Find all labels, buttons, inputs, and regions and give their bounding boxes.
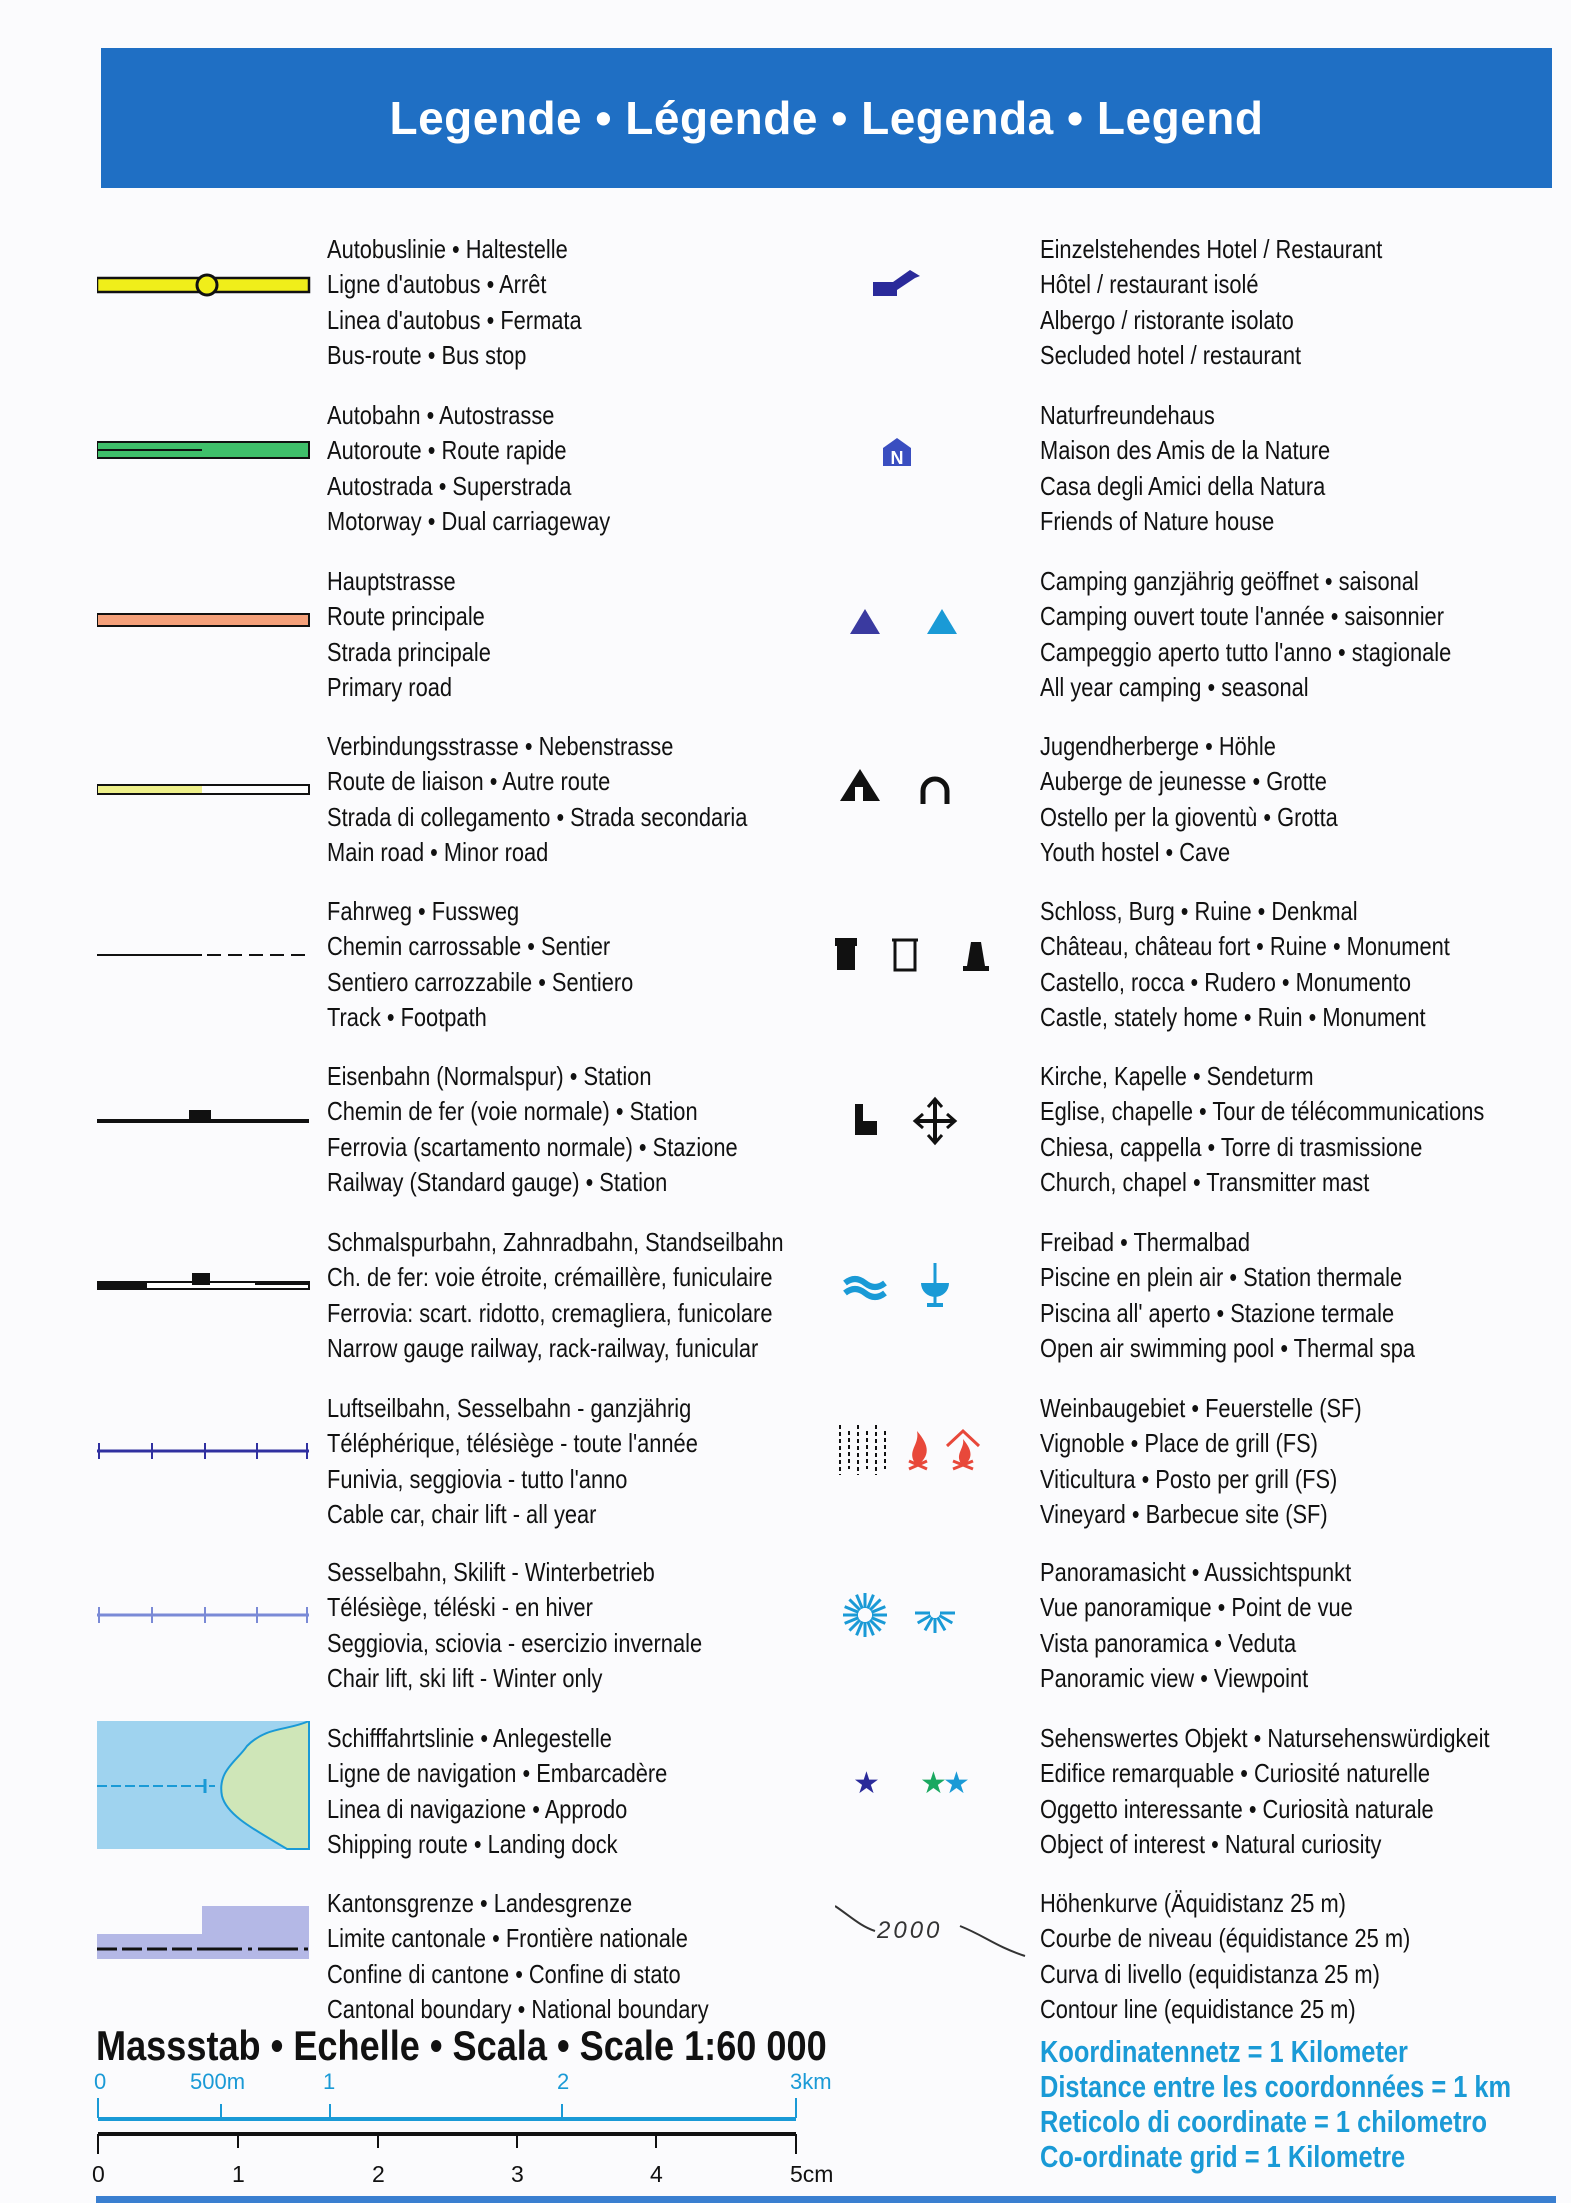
legend-line: Naturfreundehaus [1040,400,1215,430]
legend-entry-contour [835,1886,1555,2036]
legend-line: Open air swimming pool • Thermal spa [1040,1332,1416,1363]
legend-text [327,1391,698,1532]
legend-line: Main road • Minor road [327,836,549,867]
legend-line: Panoramasicht • Aussichtspunkt [1040,1557,1352,1587]
legend-line: Curva di livello (equidistanza 25 m) [1040,1958,1380,1989]
legend-text [327,894,633,1035]
legend-line: Motorway • Dual carriageway [327,505,611,536]
hostel-cave-icon [835,729,1035,869]
legend-text [1040,1225,1415,1366]
legend-line: Primary road [327,671,453,702]
legend-line: Luftseilbahn, Sesselbahn - ganzjährig [327,1393,692,1423]
legend-text [1040,564,1451,705]
legend-line: Courbe de niveau (équidistance 25 m) [1040,1923,1411,1954]
legend-line: Railway (Standard gauge) • Station [327,1166,668,1197]
cm-label: 4 [650,2161,663,2187]
legend-text [1040,1555,1353,1696]
legend-line: Track • Footpath [327,1001,487,1032]
legend-line: Oggetto interessante • Curiosità naturale [1040,1793,1434,1824]
legend-text [327,729,747,870]
legend-line: Ferrovia (scartamento normale) • Stazione [327,1131,738,1162]
church-transmitter-icon [835,1059,1035,1199]
legend-entry-hostel-cave [835,729,1555,879]
legend-text [327,564,491,705]
legend-line: Camping ganzjährig geöffnet • saisonal [1040,566,1419,596]
legend-text [1040,232,1382,373]
svg-text:★: ★ [853,1767,880,1800]
grid-note-line: Koordinatennetz = 1 Kilometer [1040,2034,1408,2069]
legend-entry-cable-car [97,1391,817,1541]
legend-entry-narrow-railway [97,1225,817,1375]
legend-line: Schmalspurbahn, Zahnradbahn, Standseilbahn [327,1227,784,1257]
legend-text [327,1886,709,2027]
cm-label: 3 [511,2161,524,2187]
pool-spa-icon [835,1225,1035,1365]
legend-line: Verbindungsstrasse • Nebenstrasse [327,731,674,761]
legend-line: Chiesa, cappella • Torre di trasmissione [1040,1131,1423,1162]
legend-text [1040,894,1450,1035]
legend-text [327,1225,784,1366]
boundary-icon [97,1886,317,2026]
legend-line: Linea di navigazione • Approdo [327,1793,628,1824]
legend-line: Casa degli Amici della Natura [1040,470,1326,501]
legend-line: Route de liaison • Autre route [327,766,611,797]
legend-line: Secluded hotel / restaurant [1040,339,1302,370]
legend-line: Narrow gauge railway, rack-railway, funicular [327,1332,759,1363]
grid-note-line: Co-ordinate grid = 1 Kilometre [1040,2139,1406,2174]
legend-line: Contour line (equidistance 25 m) [1040,1993,1356,2024]
legend-line: Schifffahrtslinie • Anlegestelle [327,1723,612,1753]
legend-line: Château, château fort • Ruine • Monument [1040,931,1450,962]
track-footpath-icon [97,894,317,1034]
legend-line: Eglise, chapelle • Tour de télécommunications [1040,1096,1485,1127]
hotel-icon [835,232,1035,372]
grid-note-line: Distance entre les coordonnées = 1 km [1040,2069,1512,2104]
legend-line: Freibad • Thermalbad [1040,1227,1250,1257]
km-label: 1 [323,2069,336,2094]
shipping-route-icon [97,1721,317,1861]
legend-text [1040,1391,1362,1532]
km-label: 2 [557,2069,570,2094]
legend-line: Sesselbahn, Skilift - Winterbetrieb [327,1557,655,1587]
coordinate-grid-note [1040,2034,1511,2174]
legend-line: Téléphérique, télésiège - toute l'année [327,1428,698,1459]
legend-line: Cantonal boundary • National boundary [327,1993,709,2024]
svg-text:★: ★ [920,1767,947,1800]
legend-line: Fahrweg • Fussweg [327,896,520,926]
legend-line: Autobahn • Autostrasse [327,400,555,430]
legend-line: Eisenbahn (Normalspur) • Station [327,1061,652,1091]
grid-note-line: Reticolo di coordinate = 1 chilometro [1040,2104,1488,2139]
km-label: 3km [790,2069,832,2094]
legend-entry-minor-road [97,729,817,879]
legend-line: Maison des Amis de la Nature [1040,435,1331,466]
bus-route-icon [97,232,317,372]
legend-line: Chair lift, ski lift - Winter only [327,1662,603,1693]
legend-line: Edifice remarquable • Curiosité naturelle [1040,1758,1431,1789]
chair-lift-winter-icon [97,1555,317,1695]
legend-line: Piscine en plein air • Station thermale [1040,1262,1403,1293]
legend-line: Campeggio aperto tutto l'anno • stagionale [1040,636,1452,667]
minor-road-icon [97,729,317,869]
legend-line: Vineyard • Barbecue site (SF) [1040,1498,1328,1529]
legend-entry-motorway [97,398,817,548]
legend-line: Chemin carrossable • Sentier [327,931,611,962]
cm-label: 1 [232,2161,245,2187]
legend-entry-interest-curiosity [835,1721,1555,1871]
legend-text [1040,398,1330,539]
legend-line: Sehenswertes Objekt • Natursehenswürdigkeit [1040,1723,1490,1753]
legend-entry-church-transmitter [835,1059,1555,1209]
camping-icon [835,564,1035,704]
legend-line: Panoramic view • Viewpoint [1040,1662,1309,1693]
legend-line: Confine di cantone • Confine di stato [327,1958,681,1989]
panorama-viewpoint-icon [835,1555,1035,1695]
cable-car-icon [97,1391,317,1531]
legend-line: Weinbaugebiet • Feuerstelle (SF) [1040,1393,1362,1423]
legend-line: Shipping route • Landing dock [327,1828,618,1859]
legend-line: Sentiero carrozzabile • Sentiero [327,966,634,997]
legend-line: Piscina all' aperto • Stazione termale [1040,1297,1395,1328]
legend-entry-primary-road [97,564,817,714]
legend-header [101,48,1552,188]
legend-entry-hotel [835,232,1555,382]
legend-line: Hauptstrasse [327,566,456,596]
legend-line: Autostrada • Superstrada [327,470,572,501]
legend-line: Albergo / ristorante isolato [1040,304,1294,335]
legend-entry-boundary [97,1886,817,2036]
legend-line: All year camping • seasonal [1040,671,1309,702]
cm-label: 5cm [790,2161,834,2187]
km-label: 500m [190,2069,246,2094]
legend-entry-naturfreunde [835,398,1555,548]
legend-line: Ferrovia: scart. ridotto, cremagliera, funicolare [327,1297,773,1328]
legend-title: Legende • Légende • Legenda • Legend [389,92,1264,144]
svg-text:★: ★ [943,1767,970,1800]
legend-line: Strada principale [327,636,491,667]
legend-entry-panorama-viewpoint [835,1555,1555,1705]
legend-line: Cable car, chair lift - all year [327,1498,597,1529]
legend-line: Object of interest • Natural curiosity [1040,1828,1382,1859]
legend-line: Vista panoramica • Veduta [1040,1627,1297,1658]
motorway-icon [97,398,317,538]
legend-text [1040,1059,1484,1200]
legend-line: Schloss, Burg • Ruine • Denkmal [1040,896,1358,926]
legend-entry-chair-lift-winter [97,1555,817,1705]
legend-line: Vue panoramique • Point de vue [1040,1592,1353,1623]
primary-road-icon [97,564,317,704]
bottom-rule [96,2196,1556,2203]
legend-entry-shipping-route [97,1721,817,1871]
legend-text [1040,1721,1490,1862]
legend-line: Friends of Nature house [1040,505,1275,536]
legend-line: Einzelstehendes Hotel / Restaurant [1040,234,1383,264]
legend-line: Camping ouvert toute l'année • saisonnier [1040,601,1444,632]
legend-line: Autobuslinie • Haltestelle [327,234,568,264]
legend-line: Hôtel / restaurant isolé [1040,269,1259,300]
legend-line: Auberge de jeunesse • Grotte [1040,766,1327,797]
legend-line: Jugendherberge • Höhle [1040,731,1276,761]
legend-entry-railway [97,1059,817,1209]
legend-entry-camping [835,564,1555,714]
legend-text [327,232,582,373]
legend-line: Höhenkurve (Äquidistanz 25 m) [1040,1888,1346,1918]
legend-line: Chemin de fer (voie normale) • Station [327,1096,698,1127]
legend-entry-pool-spa [835,1225,1555,1375]
legend-line: Castello, rocca • Rudero • Monumento [1040,966,1411,997]
legend-entry-bus-route [97,232,817,382]
legend-line: Kantonsgrenze • Landesgrenze [327,1888,633,1918]
legend-line: Route principale [327,601,485,632]
legend-text [327,1721,667,1862]
legend-line: Vignoble • Place de grill (FS) [1040,1428,1318,1459]
svg-text:N: N [890,448,904,468]
legend-line: Ligne d'autobus • Arrêt [327,269,547,300]
legend-line: Télésiège, téléski - en hiver [327,1592,593,1623]
legend-entry-track-footpath [97,894,817,1044]
legend-line: Youth hostel • Cave [1040,836,1231,867]
legend-line: Seggiovia, sciovia - esercizio invernale [327,1627,703,1658]
legend-text [1040,729,1338,870]
vineyard-grill-icon [835,1391,1035,1531]
cm-label: 0 [92,2161,105,2187]
legend-line: Linea d'autobus • Fermata [327,304,582,335]
legend-line: Ch. de fer: voie étroite, crémaillère, funiculaire [327,1262,773,1293]
legend-text [327,398,610,539]
castle-ruin-monument-icon [835,894,1035,1034]
interest-curiosity-icon [835,1721,1035,1861]
legend-line: Autoroute • Route rapide [327,435,567,466]
contour-icon [835,1886,1035,2026]
legend-text [327,1555,702,1696]
scale-bar [90,2068,860,2188]
legend-line: Church, chapel • Transmitter mast [1040,1166,1370,1197]
legend-line: Strada di collegamento • Strada secondaria [327,801,748,832]
legend-line: Kirche, Kapelle • Sendeturm [1040,1061,1314,1091]
legend-line: Bus-route • Bus stop [327,339,527,370]
svg-text:2000: 2000 [877,1917,943,1944]
legend-line: Limite cantonale • Frontière nationale [327,1923,688,1954]
legend-line: Ligne de navigation • Embarcadère [327,1758,668,1789]
naturfreunde-icon [835,398,1035,538]
railway-icon [97,1059,317,1199]
legend-entry-castle-ruin-monument [835,894,1555,1044]
legend-line: Castle, stately home • Ruin • Monument [1040,1001,1426,1032]
legend-line: Funivia, seggiovia - tutto l'anno [327,1463,628,1494]
legend-text [327,1059,738,1200]
narrow-railway-icon [97,1225,317,1365]
legend-entry-vineyard-grill [835,1391,1555,1541]
legend-text [1040,1886,1410,2027]
scale-title: Massstab • Echelle • Scala • Scale 1:60 000 [96,2022,827,2069]
cm-label: 2 [372,2161,385,2187]
legend-line: Ostello per la gioventù • Grotta [1040,801,1338,832]
km-label: 0 [94,2069,107,2094]
legend-line: Viticultura • Posto per grill (FS) [1040,1463,1338,1494]
